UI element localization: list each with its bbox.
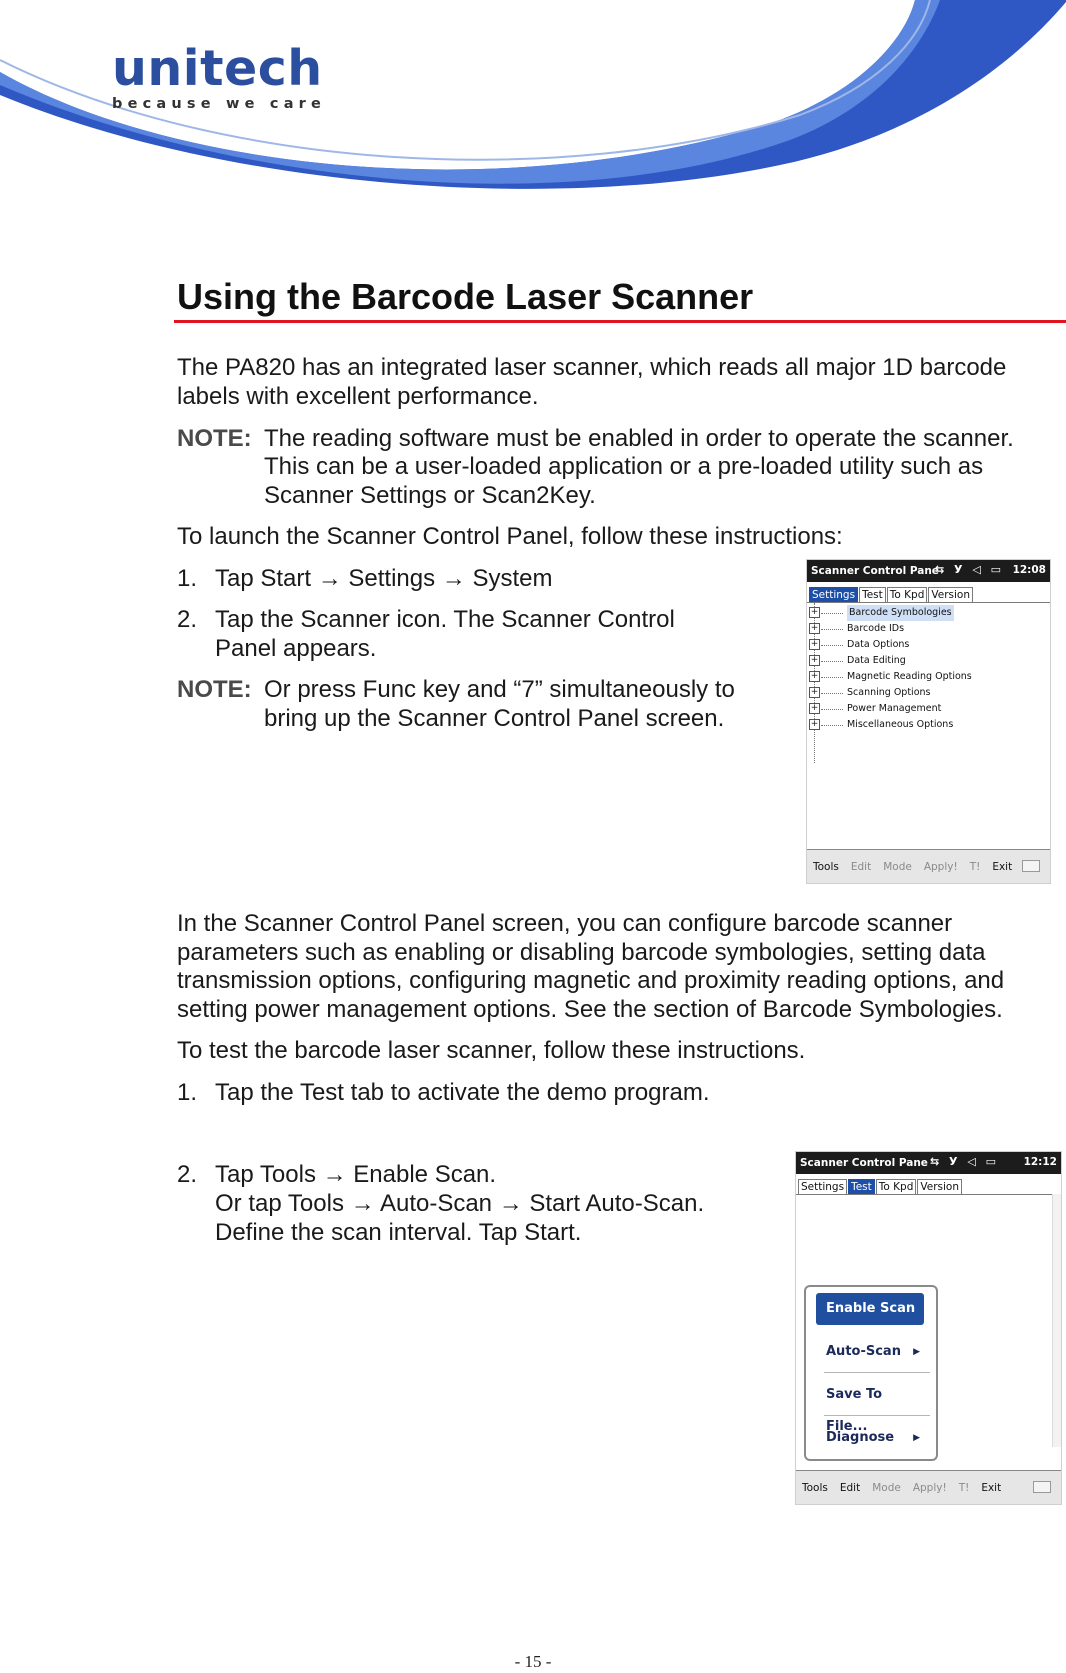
test-intro: To test the barcode laser scanner, follow these instructions. — [177, 1037, 806, 1064]
submenu-arrow-icon: ▶ — [913, 1433, 920, 1443]
menu-edit[interactable]: Edit — [850, 860, 872, 873]
unitech-logo — [112, 40, 327, 112]
panel-desc-line-2: parameters such as enabling or disabling barcode symbologies, setting data — [177, 939, 986, 966]
menu-item-label: Diagnose — [826, 1430, 895, 1445]
menu-item-label: Save To File... — [826, 1387, 883, 1434]
title-bar — [796, 1152, 1061, 1174]
menu-edit[interactable]: Edit — [839, 1481, 861, 1494]
menu-item-diagnose[interactable] — [816, 1422, 924, 1454]
logo-tagline: because we care — [112, 96, 327, 112]
expand-icon[interactable]: + — [810, 687, 819, 697]
step-number: 2. — [177, 606, 198, 633]
menu-mode[interactable]: Mode — [872, 1481, 901, 1494]
title-bar — [807, 560, 1050, 582]
step-text: Tap the Scanner icon. The Scanner Control — [215, 606, 675, 633]
clock: 12:08 — [1012, 564, 1046, 576]
note-label: NOTE: — [177, 425, 252, 452]
menu-t[interactable]: T! — [969, 860, 981, 873]
menu-mode[interactable]: Mode — [883, 860, 912, 873]
step-number: 2. — [177, 1161, 198, 1188]
tree-item[interactable] — [807, 685, 1050, 701]
clock: 12:12 — [1023, 1156, 1057, 1168]
page-title: Using the Barcode Laser Scanner — [177, 276, 754, 317]
tree-item[interactable] — [807, 605, 1050, 621]
screenshot-settings — [806, 559, 1051, 884]
status-icons: ⇆ У ◁ ▭ — [935, 563, 1005, 576]
menu-item-auto-scan[interactable] — [816, 1336, 924, 1368]
note1-line-1: The reading software must be enabled in order to operate the scanner. — [264, 425, 1014, 452]
menu-exit[interactable]: Exit — [981, 1481, 1002, 1494]
tools-popup-menu — [804, 1285, 938, 1461]
intro-line-2: labels with excellent performance. — [177, 383, 539, 410]
settings-tree — [807, 603, 1050, 733]
tab-settings[interactable]: Settings — [809, 587, 858, 602]
panel-desc-line-1: In the Scanner Control Panel screen, you can configure barcode scanner — [177, 910, 953, 937]
menu-t[interactable]: T! — [958, 1481, 970, 1494]
page-number: - 15 - — [514, 1652, 552, 1671]
test-step-2-line-2: Or tap Tools → Auto-Scan → Start Auto-Scan. — [215, 1190, 705, 1217]
menu-item-label: Auto-Scan — [826, 1344, 901, 1359]
scrollbar[interactable] — [1052, 1194, 1061, 1447]
tab-strip — [796, 1174, 1061, 1195]
menu-item-enable-scan[interactable] — [816, 1293, 924, 1325]
tree-item-label: Data Editing — [847, 655, 906, 666]
tab-version[interactable]: Version — [928, 587, 973, 602]
test-step-1 — [177, 1078, 710, 1107]
menu-apply[interactable]: Apply! — [923, 860, 958, 873]
tree-item-label: Scanning Options — [847, 687, 931, 698]
title-divider — [174, 320, 1066, 323]
note1-line-2: This can be a user-loaded application or a pre-loaded utility such as — [264, 453, 984, 480]
submenu-arrow-icon: ▶ — [913, 1347, 920, 1357]
window-title: Scanner Control Pane — [800, 1157, 928, 1169]
launch-step-1 — [177, 564, 552, 593]
tree-item[interactable] — [807, 717, 1050, 733]
launch-intro: To launch the Scanner Control Panel, follow these instructions: — [177, 523, 843, 550]
expand-icon[interactable]: + — [810, 703, 819, 713]
step-text: Tap Tools → Enable Scan. — [215, 1161, 497, 1188]
tree-item[interactable] — [807, 637, 1050, 653]
tab-to-kpd[interactable]: To Kpd — [887, 587, 928, 602]
tree-item[interactable] — [807, 653, 1050, 669]
note1-line-3: Scanner Settings or Scan2Key. — [264, 482, 596, 509]
test-step-2-line-3: Define the scan interval. Tap Start. — [215, 1219, 582, 1246]
tree-item[interactable] — [807, 701, 1050, 717]
tab-strip — [807, 582, 1050, 603]
expand-icon[interactable]: + — [810, 639, 819, 649]
menu-separator — [824, 1372, 930, 1373]
menu-separator — [824, 1415, 930, 1416]
panel-desc-line-3: transmission options, configuring magnetic and proximity reading options, and — [177, 967, 1005, 994]
launch-step-2 — [177, 605, 675, 634]
tree-item[interactable] — [807, 669, 1050, 685]
menu-bar — [796, 1470, 1061, 1504]
expand-icon[interactable]: + — [810, 719, 819, 729]
tree-item-label: Power Management — [847, 703, 942, 714]
status-icons: ⇆ У ◁ ▭ — [930, 1155, 1000, 1168]
menu-tools[interactable]: Tools — [802, 1481, 828, 1494]
note-label: NOTE: — [177, 676, 252, 703]
panel-desc-line-4: setting power management options. See the section of Barcode Symbologies. — [177, 996, 1003, 1023]
tree-item-label: Barcode IDs — [847, 623, 905, 634]
keyboard-icon[interactable] — [1033, 1481, 1051, 1493]
menu-tools[interactable]: Tools — [813, 860, 839, 873]
step-number: 1. — [177, 565, 198, 592]
tree-item-label: Miscellaneous Options — [847, 719, 954, 730]
menu-exit[interactable]: Exit — [992, 860, 1013, 873]
tab-test[interactable]: Test — [848, 1179, 875, 1194]
menu-item-label: Enable Scan — [826, 1301, 916, 1316]
tree-item-label: Barcode Symbologies — [847, 605, 954, 621]
expand-icon[interactable]: + — [810, 623, 819, 633]
tree-item-label: Data Options — [847, 639, 910, 650]
tree-item[interactable] — [807, 621, 1050, 637]
note2-line-2: bring up the Scanner Control Panel screen. — [264, 705, 725, 732]
step-text: Tap Start → Settings → System — [215, 565, 553, 592]
menu-apply[interactable]: Apply! — [912, 1481, 947, 1494]
tab-settings[interactable]: Settings — [798, 1179, 847, 1194]
note2-line-1: Or press Func key and “7” simultaneously to — [264, 676, 735, 703]
logo-wordmark: unitech — [112, 40, 323, 97]
menu-bar — [807, 849, 1050, 883]
intro-line-1: The PA820 has an integrated laser scanner, which reads all major 1D barcode — [177, 354, 1007, 381]
menu-item-save-to-file[interactable] — [816, 1379, 924, 1434]
screenshot-test-tools-menu — [795, 1151, 1062, 1505]
tab-test[interactable]: Test — [859, 587, 886, 602]
expand-icon[interactable]: + — [810, 655, 819, 665]
tab-version[interactable]: Version — [917, 1179, 962, 1194]
keyboard-icon[interactable] — [1022, 860, 1040, 872]
launch-step-2-line-2: Panel appears. — [215, 635, 377, 662]
expand-icon[interactable]: + — [810, 607, 819, 617]
step-text: Tap the Test tab to activate the demo program. — [215, 1079, 710, 1106]
expand-icon[interactable]: + — [810, 671, 819, 681]
window-title: Scanner Control Pane — [811, 565, 939, 577]
tree-item-label: Magnetic Reading Options — [847, 671, 972, 682]
tab-to-kpd[interactable]: To Kpd — [876, 1179, 917, 1194]
step-number: 1. — [177, 1079, 198, 1106]
test-step-2 — [177, 1160, 496, 1189]
